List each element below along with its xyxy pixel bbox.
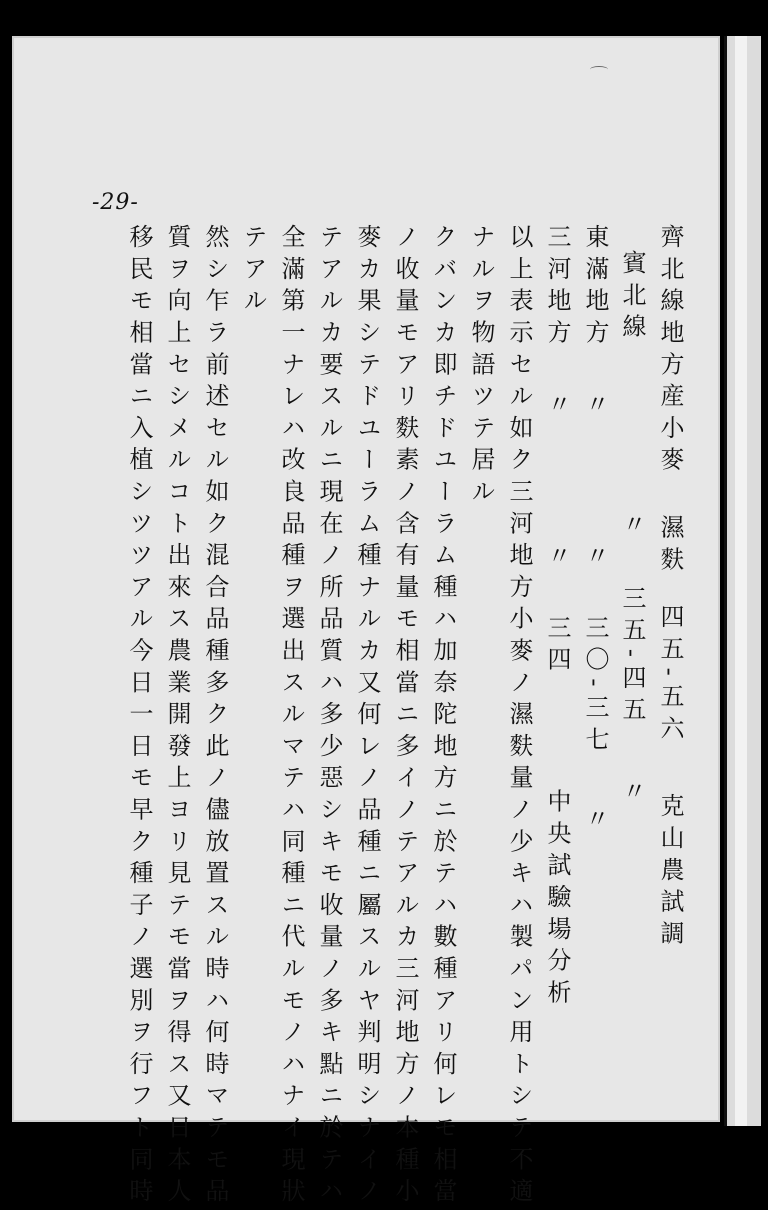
paragraph-line: 然シ乍ラ前述セル如ク混合品種多ク此ノ儘放置スル時ハ何時マテモ品 bbox=[201, 224, 229, 1210]
paragraph-line: 質ヲ向上セシメルコト出來ス農業開發上ヨリ見テモ當ヲ得ス又日本人 bbox=[163, 224, 191, 1210]
value-label: 三五-四五 bbox=[618, 585, 646, 729]
pencil-mark bbox=[590, 66, 608, 73]
mark: 〃 bbox=[543, 391, 571, 424]
paragraph-line: 移民モ相當ニ入植シツツアル今日一日モ早ク種子ノ選別ヲ行フト同時 bbox=[125, 224, 153, 1210]
table-row-3 bbox=[583, 224, 607, 838]
region-label: 賓北線 bbox=[618, 250, 646, 346]
value-label: 三四 bbox=[543, 614, 571, 679]
paragraph-line: テアルカ要スルニ現在ノ所品質ハ多少惡シキモ收量ノ多キ點ニ於テハ bbox=[315, 224, 343, 1210]
source-label: 克山農試調 bbox=[656, 793, 684, 953]
paragraph-line: 麥カ果シテドユーラム種ナルカ又何レノ品種ニ屬スルヤ判明シナイノ bbox=[353, 224, 381, 1210]
source-label: 中央試驗場分析 bbox=[543, 788, 571, 1012]
region-label: 東滿地方 bbox=[581, 224, 609, 352]
table-row-2 bbox=[620, 250, 644, 810]
source-label: 〃 bbox=[618, 778, 646, 811]
value-label: 三〇-三七 bbox=[581, 614, 609, 758]
ash-label: 濕麩 bbox=[656, 514, 684, 579]
ash-label: 〃 bbox=[543, 543, 571, 575]
table-row-4 bbox=[545, 224, 569, 1011]
paragraph-line: ノ收量モアリ麩素ノ含有量モ相當ニ多イノテアルカ三河地方ノ本種小 bbox=[391, 224, 419, 1210]
table-row-1 bbox=[658, 224, 682, 952]
paragraph-line: 以上表示セル如ク三河地方小麥ノ濕麩量ノ少キハ製パン用トシテ不適 bbox=[505, 224, 533, 1210]
paragraph-line: クバンカ即チドユーラム種ハ加奈陀地方ニ於テハ數種アリ何レモ相當 bbox=[429, 224, 457, 1210]
region-label: 齊北線地方産小麥 bbox=[656, 224, 684, 479]
page-edge bbox=[724, 36, 761, 1126]
page-number: -29- bbox=[92, 190, 139, 215]
paragraph-line: ナルヲ物語ツテ居ル bbox=[467, 224, 495, 511]
region-label: 三河地方 bbox=[543, 224, 571, 352]
ash-label: 〃 bbox=[581, 543, 609, 575]
paragraph-line: 全滿第一ナレハ改良品種ヲ選出スルマテハ同種ニ代ルモノハナイ現狀 bbox=[277, 224, 305, 1210]
ash-label: 〃 bbox=[618, 511, 646, 544]
mark: 〃 bbox=[581, 391, 609, 424]
source-label: 〃 bbox=[581, 805, 609, 838]
value-label: 四五-五六 bbox=[656, 604, 684, 748]
paragraph-line: テアル bbox=[239, 224, 267, 320]
